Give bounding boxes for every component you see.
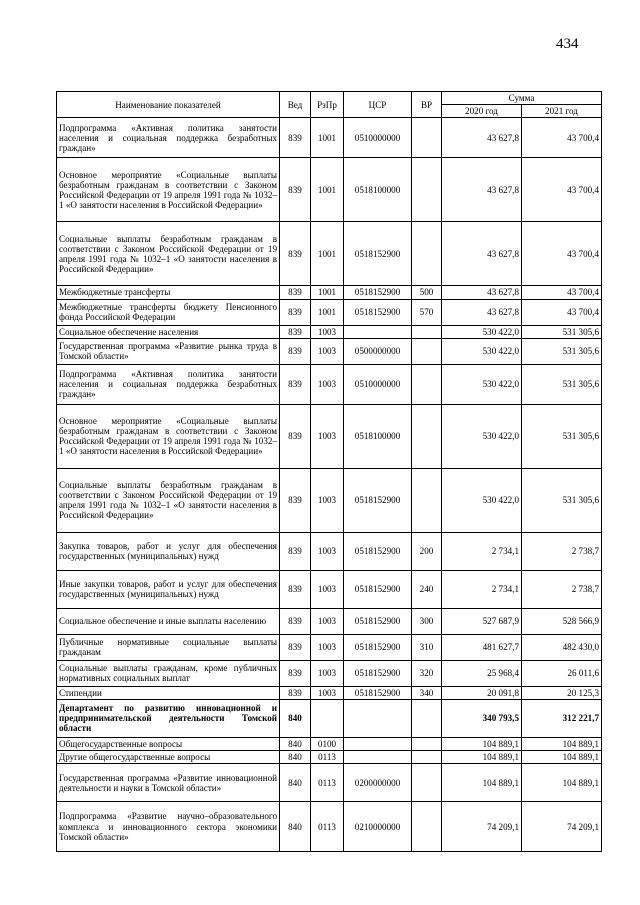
cell-csr: 0518152900 xyxy=(344,608,412,634)
cell-ved: 839 xyxy=(280,634,311,660)
cell-2021: 104 889,1 xyxy=(522,751,602,764)
cell-name: Социальные выплаты гражданам, кроме публичных нормативных социальных выплат xyxy=(57,660,280,686)
cell-rzpr: 0113 xyxy=(311,802,344,852)
header-ved: Вед xyxy=(280,92,311,118)
page-number: 434 xyxy=(556,36,579,52)
cell-2021: 531 305,6 xyxy=(522,338,602,364)
cell-vr: 340 xyxy=(412,686,442,699)
cell-2020: 43 627,8 xyxy=(442,286,522,299)
cell-2020: 104 889,1 xyxy=(442,751,522,764)
cell-name: Другие общегосударственные вопросы xyxy=(57,751,280,764)
cell-csr: 0518152900 xyxy=(344,299,412,325)
cell-vr: 310 xyxy=(412,634,442,660)
cell-rzpr: 1003 xyxy=(311,686,344,699)
cell-ved: 839 xyxy=(280,299,311,325)
table-row xyxy=(57,158,602,222)
cell-csr: 0510000000 xyxy=(344,118,412,158)
table-row xyxy=(57,468,602,532)
cell-name: Общегосударственные вопросы xyxy=(57,737,280,750)
cell-vr: 300 xyxy=(412,608,442,634)
cell-vr xyxy=(412,364,442,404)
cell-2020: 2 734,1 xyxy=(442,532,522,570)
cell-2021: 26 011,6 xyxy=(522,660,602,686)
cell-2020: 527 687,9 xyxy=(442,608,522,634)
cell-csr xyxy=(344,325,412,338)
cell-vr xyxy=(412,468,442,532)
cell-rzpr: 1001 xyxy=(311,286,344,299)
cell-rzpr: 1003 xyxy=(311,634,344,660)
table-row xyxy=(57,299,602,325)
cell-ved: 839 xyxy=(280,532,311,570)
cell-ved: 840 xyxy=(280,737,311,750)
table-row xyxy=(57,532,602,570)
table-row xyxy=(57,608,602,634)
cell-csr xyxy=(344,751,412,764)
cell-2020: 530 422,0 xyxy=(442,468,522,532)
cell-name: Закупка товаров, работ и услуг для обеспечения государственных (муниципальных) нужд xyxy=(57,532,280,570)
cell-vr: 570 xyxy=(412,299,442,325)
cell-2020: 43 627,8 xyxy=(442,158,522,222)
cell-vr: 500 xyxy=(412,286,442,299)
cell-2021: 74 209,1 xyxy=(522,802,602,852)
cell-csr: 0500000000 xyxy=(344,338,412,364)
table-row xyxy=(57,802,602,852)
cell-rzpr: 1003 xyxy=(311,404,344,468)
cell-2021: 20 125,3 xyxy=(522,686,602,699)
cell-ved: 839 xyxy=(280,158,311,222)
cell-2020: 74 209,1 xyxy=(442,802,522,852)
cell-2020: 43 627,8 xyxy=(442,299,522,325)
cell-ved: 839 xyxy=(280,608,311,634)
cell-2020: 530 422,0 xyxy=(442,404,522,468)
cell-name: Социальные выплаты безработным гражданам в соответствии с Законом Российской Федерации от 19 апреля 1991 года № 1032–1 «О занятости населения в Российской Федерации» xyxy=(57,222,280,286)
cell-2021: 531 305,6 xyxy=(522,468,602,532)
cell-2021: 104 889,1 xyxy=(522,737,602,750)
cell-2021: 531 305,6 xyxy=(522,404,602,468)
cell-name: Подпрограмма «Развитие научно–образовательного комплекса и инновационного сектора экономики Томской области» xyxy=(57,802,280,852)
table-row xyxy=(57,634,602,660)
cell-rzpr: 1003 xyxy=(311,660,344,686)
table-row xyxy=(57,699,602,737)
table-row xyxy=(57,325,602,338)
cell-vr: 320 xyxy=(412,660,442,686)
cell-vr xyxy=(412,802,442,852)
cell-2020: 530 422,0 xyxy=(442,325,522,338)
cell-csr: 0518152900 xyxy=(344,660,412,686)
cell-vr xyxy=(412,404,442,468)
cell-2021: 104 889,1 xyxy=(522,764,602,802)
cell-ved: 839 xyxy=(280,325,311,338)
table-row xyxy=(57,118,602,158)
cell-2021: 2 738,7 xyxy=(522,532,602,570)
cell-rzpr: 1003 xyxy=(311,532,344,570)
cell-rzpr: 1001 xyxy=(311,158,344,222)
cell-csr: 0510000000 xyxy=(344,364,412,404)
table-row xyxy=(57,660,602,686)
cell-csr: 0518152900 xyxy=(344,222,412,286)
cell-2020: 530 422,0 xyxy=(442,364,522,404)
cell-rzpr: 1003 xyxy=(311,338,344,364)
header-2020: 2020 год xyxy=(442,105,522,118)
cell-vr xyxy=(412,751,442,764)
cell-vr xyxy=(412,699,442,737)
table-row xyxy=(57,764,602,802)
cell-vr xyxy=(412,325,442,338)
cell-name: Государственная программа «Развитие рынка труда в Томской области» xyxy=(57,338,280,364)
cell-name: Публичные нормативные социальные выплаты гражданам xyxy=(57,634,280,660)
cell-rzpr: 1003 xyxy=(311,468,344,532)
header-vr: ВР xyxy=(412,92,442,118)
cell-csr xyxy=(344,699,412,737)
cell-2020: 104 889,1 xyxy=(442,764,522,802)
cell-csr: 0518152900 xyxy=(344,468,412,532)
cell-2020: 43 627,8 xyxy=(442,222,522,286)
cell-2020: 104 889,1 xyxy=(442,737,522,750)
cell-rzpr: 1003 xyxy=(311,608,344,634)
table-row xyxy=(57,737,602,750)
cell-2020: 340 793,5 xyxy=(442,699,522,737)
cell-rzpr: 0100 xyxy=(311,737,344,750)
cell-rzpr: 0113 xyxy=(311,751,344,764)
cell-csr: 0518152900 xyxy=(344,286,412,299)
cell-ved: 839 xyxy=(280,660,311,686)
header-rzpr: РзПр xyxy=(311,92,344,118)
cell-ved: 839 xyxy=(280,404,311,468)
cell-csr: 0210000000 xyxy=(344,802,412,852)
cell-ved: 839 xyxy=(280,364,311,404)
cell-ved: 839 xyxy=(280,686,311,699)
cell-ved: 839 xyxy=(280,468,311,532)
cell-name: Государственная программа «Развитие инновационной деятельности и науки в Томской области» xyxy=(57,764,280,802)
cell-name: Основное мероприятие «Социальные выплаты безработным гражданам в соответствии с Законом Российской Федерации от 19 апреля 1991 года № 1032–1 «О занятости населения в Российской Федерации» xyxy=(57,404,280,468)
cell-name: Межбюджетные трансферты бюджету Пенсионного фонда Российской Федерации xyxy=(57,299,280,325)
cell-csr: 0200000000 xyxy=(344,764,412,802)
cell-rzpr xyxy=(311,699,344,737)
cell-2020: 43 627,8 xyxy=(442,118,522,158)
budget-table xyxy=(56,91,602,852)
cell-vr xyxy=(412,737,442,750)
cell-2021: 43 700,4 xyxy=(522,299,602,325)
cell-vr xyxy=(412,118,442,158)
cell-name: Социальное обеспечение населения xyxy=(57,325,280,338)
cell-2021: 43 700,4 xyxy=(522,158,602,222)
cell-name: Социальное обеспечение и иные выплаты населению xyxy=(57,608,280,634)
cell-vr: 240 xyxy=(412,570,442,608)
header-csr: ЦСР xyxy=(344,92,412,118)
cell-2021: 482 430,0 xyxy=(522,634,602,660)
cell-rzpr: 1003 xyxy=(311,570,344,608)
cell-ved: 840 xyxy=(280,802,311,852)
cell-2020: 481 627,7 xyxy=(442,634,522,660)
cell-rzpr: 1001 xyxy=(311,299,344,325)
cell-csr xyxy=(344,737,412,750)
cell-2020: 530 422,0 xyxy=(442,338,522,364)
cell-2021: 531 305,6 xyxy=(522,325,602,338)
cell-rzpr: 1001 xyxy=(311,222,344,286)
cell-name: Иные закупки товаров, работ и услуг для обеспечения государственных (муниципальных) нужд xyxy=(57,570,280,608)
cell-vr: 200 xyxy=(412,532,442,570)
cell-2021: 528 566,9 xyxy=(522,608,602,634)
cell-vr xyxy=(412,158,442,222)
cell-name: Межбюджетные трансферты xyxy=(57,286,280,299)
cell-csr: 0518152900 xyxy=(344,570,412,608)
cell-csr: 0518152900 xyxy=(344,532,412,570)
cell-csr: 0518152900 xyxy=(344,686,412,699)
cell-ved: 839 xyxy=(280,338,311,364)
table-row xyxy=(57,222,602,286)
cell-name: Стипендии xyxy=(57,686,280,699)
table-row xyxy=(57,570,602,608)
header-sum: Сумма xyxy=(442,92,602,105)
table-row xyxy=(57,338,602,364)
cell-vr xyxy=(412,222,442,286)
cell-ved: 839 xyxy=(280,570,311,608)
cell-ved: 839 xyxy=(280,222,311,286)
cell-ved: 840 xyxy=(280,751,311,764)
cell-2021: 2 738,7 xyxy=(522,570,602,608)
cell-2020: 20 091,8 xyxy=(442,686,522,699)
cell-csr: 0518100000 xyxy=(344,404,412,468)
cell-rzpr: 0113 xyxy=(311,764,344,802)
table-row xyxy=(57,286,602,299)
cell-ved: 840 xyxy=(280,764,311,802)
cell-2020: 2 734,1 xyxy=(442,570,522,608)
cell-name: Департамент по развитию инновационной и предпринимательской деятельности Томской области xyxy=(57,699,280,737)
cell-name: Подпрограмма «Активная политика занятости населения и социальная поддержка безработных граждан» xyxy=(57,118,280,158)
cell-name: Подпрограмма «Активная политика занятости населения и социальная поддержка безработных граждан» xyxy=(57,364,280,404)
cell-vr xyxy=(412,764,442,802)
cell-rzpr: 1003 xyxy=(311,325,344,338)
table-row xyxy=(57,751,602,764)
header-2021: 2021 год xyxy=(522,105,602,118)
cell-ved: 840 xyxy=(280,699,311,737)
cell-rzpr: 1001 xyxy=(311,118,344,158)
table-row xyxy=(57,364,602,404)
header-name: Наименование показателей xyxy=(57,92,280,118)
cell-name: Основное мероприятие «Социальные выплаты безработным гражданам в соответствии с Законом Российской Федерации от 19 апреля 1991 года № 1032–1 «О занятости населения в Российской Федерации» xyxy=(57,158,280,222)
table-body xyxy=(57,118,602,852)
cell-ved: 839 xyxy=(280,118,311,158)
cell-2021: 43 700,4 xyxy=(522,286,602,299)
cell-vr xyxy=(412,338,442,364)
cell-csr: 0518152900 xyxy=(344,634,412,660)
cell-2021: 43 700,4 xyxy=(522,118,602,158)
cell-2021: 43 700,4 xyxy=(522,222,602,286)
cell-2021: 531 305,6 xyxy=(522,364,602,404)
cell-name: Социальные выплаты безработным гражданам в соответствии с Законом Российской Федерации от 19 апреля 1991 года № 1032–1 «О занятости населения в Российской Федерации» xyxy=(57,468,280,532)
cell-csr: 0518100000 xyxy=(344,158,412,222)
cell-ved: 839 xyxy=(280,286,311,299)
table-row xyxy=(57,404,602,468)
table-row xyxy=(57,686,602,699)
cell-2021: 312 221,7 xyxy=(522,699,602,737)
cell-rzpr: 1003 xyxy=(311,364,344,404)
cell-2020: 25 968,4 xyxy=(442,660,522,686)
